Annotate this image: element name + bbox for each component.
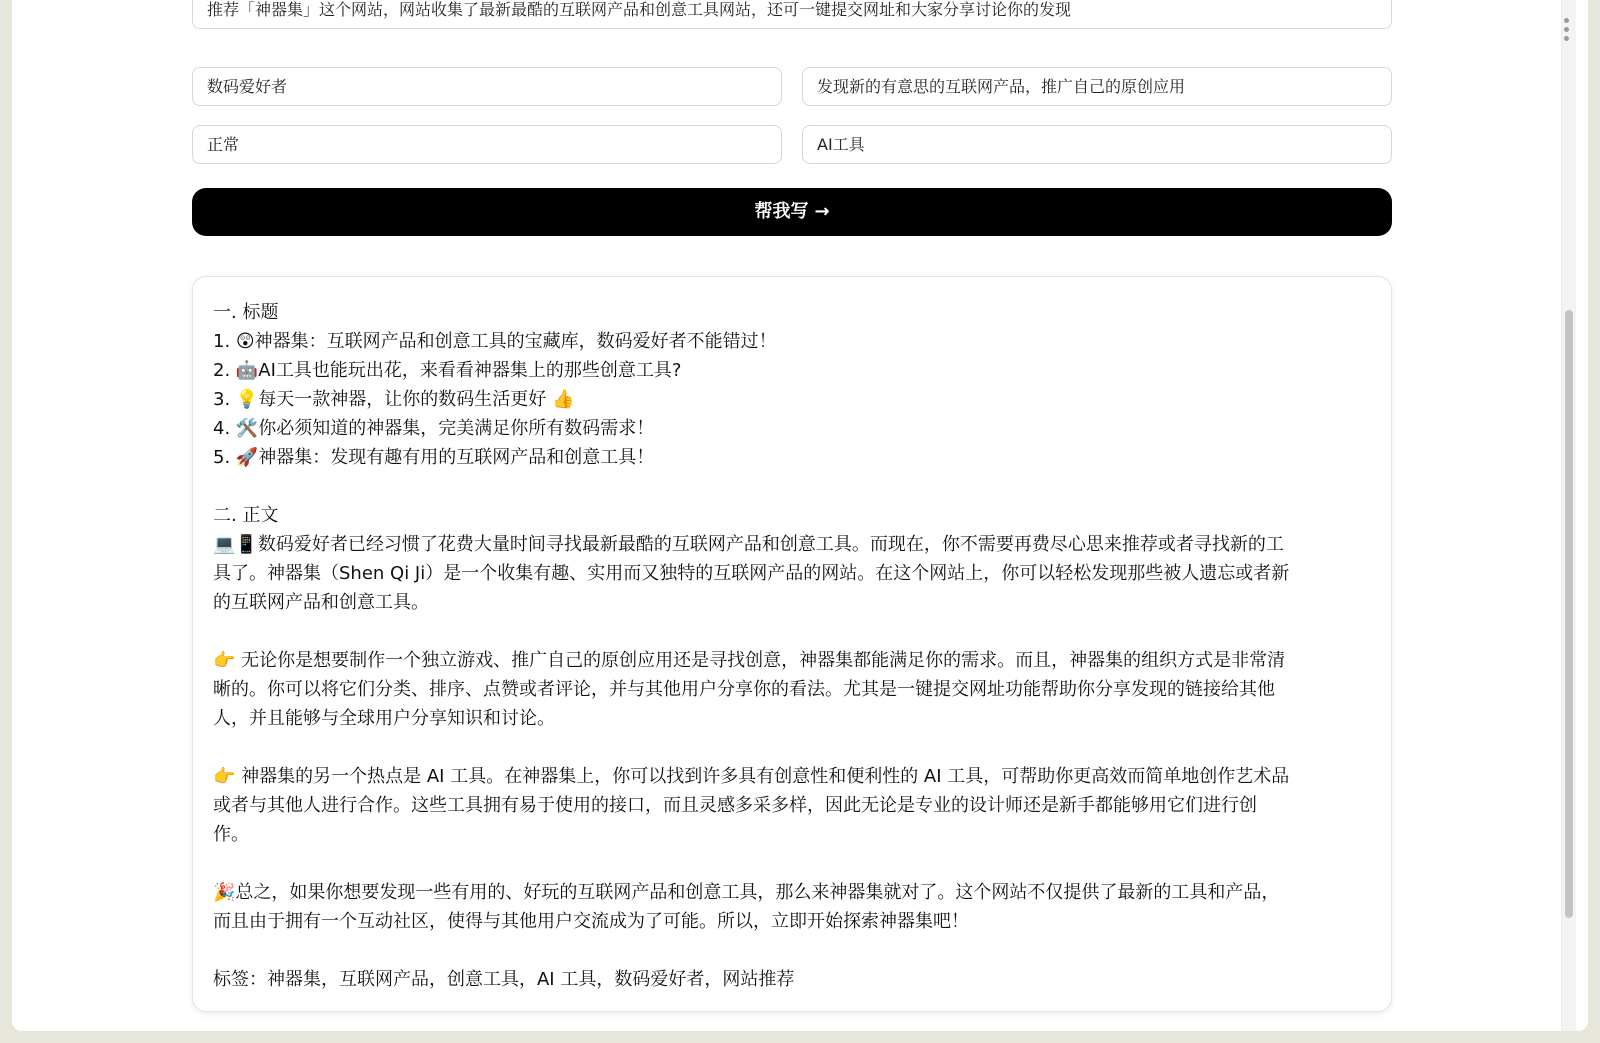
result-line: 1. 😲神器集：互联网产品和创意工具的宝藏库，数码爱好者不能错过！ [213, 331, 777, 352]
result-line: 4. 🛠️你必须知道的神器集，完美满足你所有数码需求！ [213, 418, 655, 439]
result-line: 2. 🤖AI工具也能玩出花，来看看神器集上的那些创意工具? [213, 360, 682, 381]
submit-label: 帮我写 [754, 201, 809, 222]
blank-line [213, 472, 1371, 501]
more-options-icon[interactable] [1564, 18, 1570, 45]
result-line: 的互联网产品和创意工具。 [213, 592, 429, 613]
arrow-right-icon: → [814, 201, 830, 222]
tone-input[interactable]: 正常 [192, 125, 782, 164]
result-line: 具了。神器集（Shen Qi Ji）是一个收集有趣、实用而又独特的互联网产品的网站。在这个网站上，你可以轻松发现那些被人遗忘或者新 [213, 563, 1290, 584]
result-line: 👉 无论你是想要制作一个独立游戏、推广自己的原创应用还是寻找创意，神器集都能满足你的需求。而且，神器集的组织方式是非常清 [213, 650, 1286, 671]
result-line: 标签：神器集，互联网产品，创意工具，AI 工具，数码爱好者，网站推荐 [213, 969, 795, 990]
blank-line [213, 733, 1371, 762]
result-line: 3. 💡每天一款神器，让你的数码生活更好 👍 [213, 389, 575, 410]
scrollbar-thumb[interactable] [1565, 310, 1573, 918]
result-line: 二. 正文 [213, 505, 279, 526]
result-line: 一. 标题 [213, 302, 279, 323]
blank-line [213, 617, 1371, 646]
result-line: 💻📱数码爱好者已经习惯了花费大量时间寻找最新最酷的互联网产品和创意工具。而现在，你不需要再费尽心思来推荐或者寻找新的工 [213, 534, 1284, 555]
keyword-input[interactable]: AI工具 [802, 125, 1392, 164]
result-line: 而且由于拥有一个互动社区，使得与其他用户交流成为了可能。所以，立即开始探索神器集吧！ [213, 911, 969, 932]
scrollbar[interactable] [1561, 0, 1576, 1031]
blank-line [213, 849, 1371, 878]
result-line: 作。 [213, 824, 249, 845]
result-output [192, 276, 1392, 1012]
audience-input[interactable]: 数码爱好者 [192, 67, 782, 106]
blank-line [213, 936, 1371, 965]
result-line: 或者与其他人进行合作。这些工具拥有易于使用的接口，而且灵感多采多样，因此无论是专业的设计师还是新手都能够用它们进行创 [213, 795, 1257, 816]
goal-input[interactable]: 发现新的有意思的互联网产品，推广自己的原创应用 [802, 67, 1392, 106]
result-line: 👉 神器集的另一个热点是 AI 工具。在神器集上，你可以找到许多具有创意性和便利性的 AI 工具，可帮助你更高效而简单地创作艺术品 [213, 766, 1290, 787]
app-window [12, 0, 1588, 1031]
result-line: 人，并且能够与全球用户分享知识和讨论。 [213, 708, 555, 729]
result-line: 晰的。你可以将它们分类、排序、点赞或者评论，并与其他用户分享你的看法。尤其是一键提交网址功能帮助你分享发现的链接给其他 [213, 679, 1275, 700]
result-line: 🎉总之，如果你想要发现一些有用的、好玩的互联网产品和创意工具，那么来神器集就对了。这个网站不仅提供了最新的工具和产品， [213, 882, 1280, 903]
topic-input[interactable]: 推荐「神器集」这个网站，网站收集了最新最酷的互联网产品和创意工具网站，还可一键提交网址和大家分享讨论你的发现 [192, 0, 1392, 29]
result-line: 5. 🚀神器集：发现有趣有用的互联网产品和创意工具！ [213, 447, 655, 468]
help-me-write-button[interactable] [192, 188, 1392, 236]
